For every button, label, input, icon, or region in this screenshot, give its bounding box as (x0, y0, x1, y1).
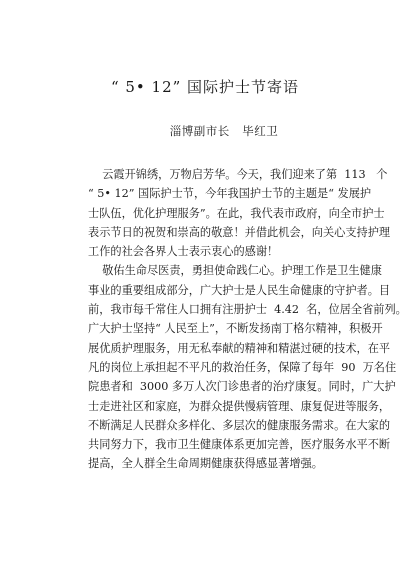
paragraph-line: 前，我市每千常住人口拥有注册护士 4.42 名，位居全省前列。 (88, 303, 407, 317)
paragraph-line: 事业的重要组成部分，广大护士是人民生命健康的守护者。目 (88, 283, 391, 297)
author-line: 淄博副市长 毕红卫 (169, 124, 279, 138)
paragraph-line: 云霞开锦绣，万物启芳华。今天，我们迎来了第 113 个 (88, 168, 388, 181)
document-title: “ 5• 12” 国际护士节寄语 (110, 78, 300, 96)
paragraph-line: 院患者和 3000 多万人次门诊患者的治疗康复。同时，广大护 (88, 380, 396, 394)
paragraph-line: 展优质护理服务，用无私奉献的精神和精湛过硬的技术，在平 (88, 341, 391, 355)
paragraph-1 (88, 165, 391, 261)
paragraph-line: 凡的岗位上承担起不平凡的救治任务，保障了每年 90 万名住 (88, 360, 397, 374)
paragraph-line: 广大护士坚持“ 人民至上”，不断发扬南丁格尔精神，积极开 (88, 322, 383, 336)
paragraph-line: 共同努力下，我市卫生健康体系更加完善，医疗服务水平不断 (88, 438, 391, 452)
paragraph-line: 士队伍，优化护理服务”。在此，我代表市政府，向全市护士 (88, 206, 385, 220)
paragraph-line: 工作的社会各界人士表示衷心的感谢！ (88, 245, 279, 259)
paragraph-line: 不断满足人民群众多样化、多层次的健康服务需求。在大家的 (88, 418, 391, 432)
paragraph-line: 士走进社区和家庭，为群众提供慢病管理、康复促进等服务， (88, 399, 391, 413)
paragraph-line: 提高，全人群全生命周期健康获得感显著增强。 (88, 457, 323, 471)
paragraph-line: 表示节日的祝贺和崇高的敬意！并借此机会，向关心支持护理 (88, 225, 391, 239)
paragraph-line: “ 5• 12” 国际护士节，今年我国护士节的主题是“ 发展护 (88, 187, 372, 201)
paragraph-2 (88, 261, 407, 473)
document-body (88, 165, 407, 474)
paragraph-line: 敬佑生命尽医责，勇担使命践仁心。护理工作是卫生健康 (88, 264, 382, 278)
